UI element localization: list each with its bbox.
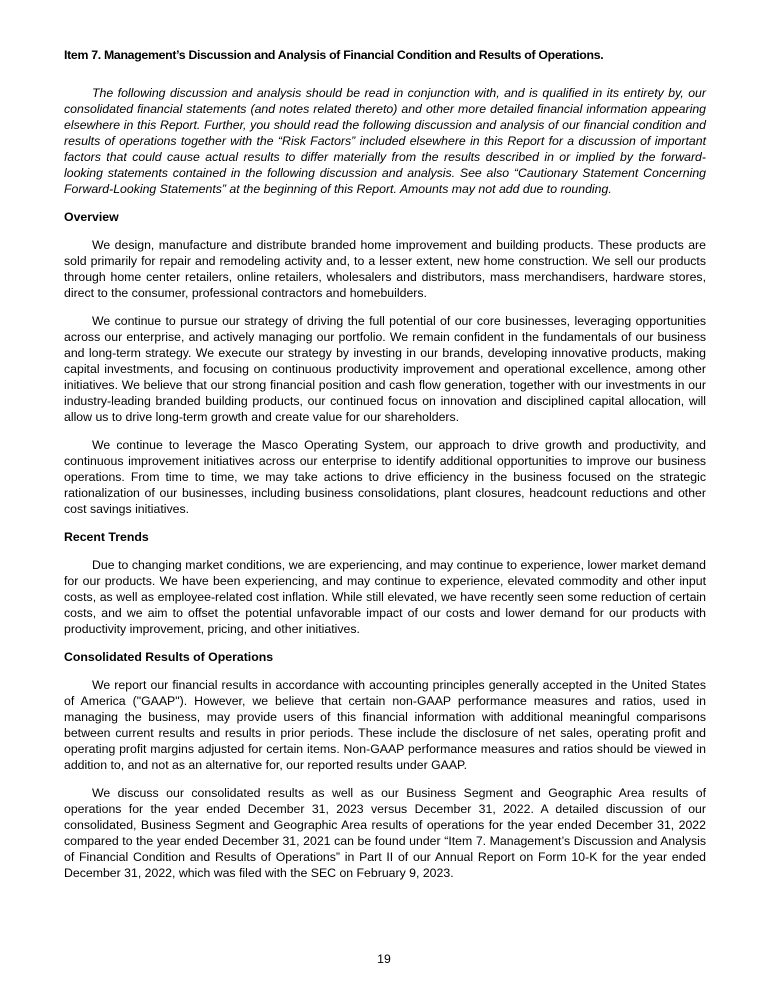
consolidated-results-paragraph-2: We discuss our consolidated results as well as our Business Segment and Geographic Area results of operations for the year ended December 31, 2023 versus December 31, 2022. A detailed discussion of our consolidated, Business Segment and Geographic Area results of operations for the year ended December 31, 2022 compared to the year ended December 31, 2021 can be found under “Item 7. Management’s Discussion and Analysis of Financial Condition and Results of Operations” in Part II of our Annual Report on Form 10-K for the year ended December 31, 2022, which was filed with the SEC on February 9, 2023.	[64, 786, 706, 880]
intro-paragraph: The following discussion and analysis should be read in conjunction with, and is qualified in its entirety by, our consolidated financial statements (and notes related thereto) and other more detailed financial information appearing elsewhere in this Report. Further, you should read the following discussion and analysis of our financial condition and results of operations together with the “Risk Factors” included elsewhere in this Report for a discussion of important factors that could cause actual results to differ materially from the results described in or implied by the forward-looking statements contained in the following discussion and analysis. See also “Cautionary Statement Concerning Forward-Looking Statements” at the beginning of this Report. Amounts may not add due to rounding.	[64, 86, 706, 196]
item-7-heading: Item 7. Management’s Discussion and Analysis of Financial Condition and Results of Operations.	[64, 48, 604, 62]
section-heading-recent-trends: Recent Trends	[64, 530, 149, 544]
consolidated-results-paragraph-1: We report our financial results in accordance with accounting principles generally accepted in the United States of America ("GAAP"). However, we believe that certain non-GAAP performance measures and ratios, used in managing the business, may provide users of this financial information with additional meaningful comparisons between current results and results in prior periods. These include the disclosure of net sales, operating profit and operating profit margins adjusted for certain items. Non-GAAP performance measures and ratios should be viewed in addition to, and not as an alternative for, our reported results under GAAP.	[64, 678, 706, 772]
section-heading-overview: Overview	[64, 210, 119, 224]
overview-paragraph-2: We continue to pursue our strategy of driving the full potential of our core businesses, leveraging opportunities across our enterprise, and actively managing our portfolio. We remain confident in the fundamentals of our business and long-term strategy. We execute our strategy by investing in our brands, developing innovative products, making capital investments, and focusing on continuous productivity improvement and operational excellence, among other initiatives. We believe that our strong financial position and cash flow generation, together with our investments in our industry-leading branded building products, our continued focus on innovation and disciplined capital allocation, will allow us to drive long-term growth and create value for our shareholders.	[64, 314, 706, 424]
page-number: 19	[377, 952, 391, 966]
overview-paragraph-3: We continue to leverage the Masco Operating System, our approach to drive growth and productivity, and continuous improvement initiatives across our enterprise to identify additional opportunities to improve our business operations. From time to time, we may take actions to drive efficiency in the business focused on the strategic rationalization of our businesses, including business consolidations, plant closures, headcount reductions and other cost savings initiatives.	[64, 438, 706, 516]
section-heading-consolidated-results: Consolidated Results of Operations	[64, 650, 274, 664]
recent-trends-paragraph-1: Due to changing market conditions, we are experiencing, and may continue to experience, lower market demand for our products. We have been experiencing, and may continue to experience, elevated commodity and other input costs, as well as employee-related cost inflation. While still elevated, we have recently seen some reduction of certain costs, and we aim to offset the potential unfavorable impact of our costs and lower demand for our products with productivity improvement, pricing, and other initiatives.	[64, 558, 706, 636]
overview-paragraph-1: We design, manufacture and distribute branded home improvement and building products. These products are sold primarily for repair and remodeling activity and, to a lesser extent, new home construction. We sell our products through home center retailers, online retailers, wholesalers and distributors, mass merchandisers, hardware stores, direct to the consumer, professional contractors and homebuilders.	[64, 238, 706, 300]
